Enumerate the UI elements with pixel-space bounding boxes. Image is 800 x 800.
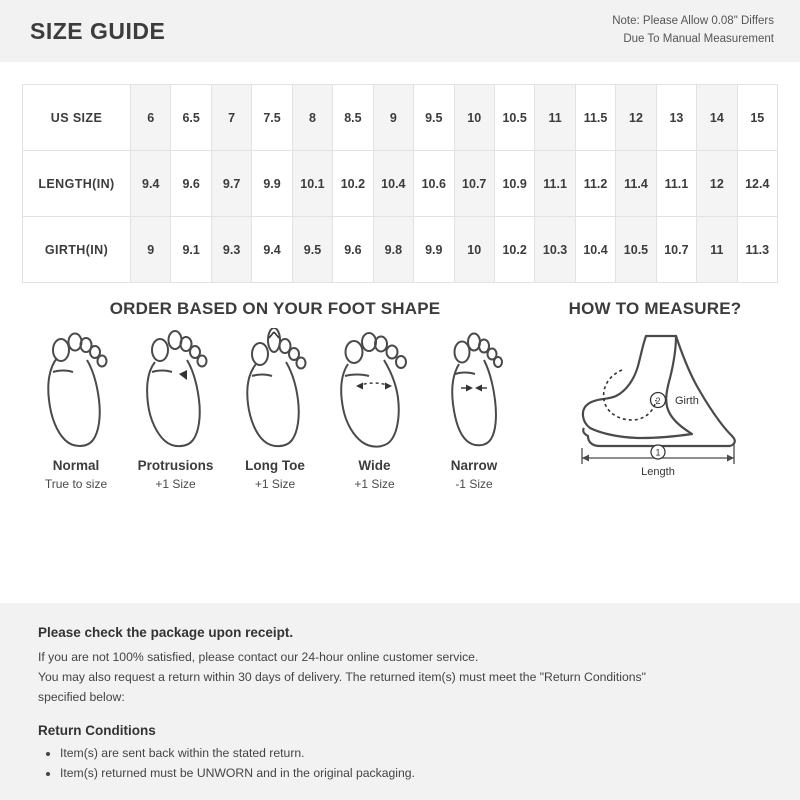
table-cell: 11.4 — [616, 151, 656, 217]
foot-shape-name: Protrusions — [137, 458, 214, 473]
table-row — [23, 85, 778, 151]
table-cell: 12 — [616, 85, 656, 151]
table-cell: 11 — [697, 217, 737, 283]
foot-shape-name: Normal — [52, 458, 100, 473]
table-cell: 10 — [454, 85, 494, 151]
table-cell: 10.5 — [494, 85, 534, 151]
return-policy-footer — [0, 603, 800, 800]
foot-shape-advice: +1 Size — [354, 477, 395, 491]
list-item: • Item(s) returned must be UNWORN and in the original packaging. — [60, 764, 766, 784]
measurement-note-line1: Note: Please Allow 0.08" Differs — [612, 15, 774, 28]
table-cell: 9.1 — [171, 217, 211, 283]
table-cell: 8 — [292, 85, 332, 151]
foot-normal-icon — [28, 325, 124, 450]
size-table-container — [0, 62, 800, 283]
table-cell: 9 — [131, 217, 171, 283]
foot-shape-advice: +1 Size — [155, 477, 196, 491]
foot-shape-name: Wide — [358, 458, 391, 473]
table-cell: 10.7 — [656, 217, 696, 283]
table-cell: 9.6 — [171, 151, 211, 217]
foot-wide-icon — [327, 325, 423, 450]
girth-marker: 2 — [655, 396, 661, 406]
table-cell: 12.4 — [737, 151, 777, 217]
table-cell: 9.4 — [252, 217, 292, 283]
table-cell: 10.5 — [616, 217, 656, 283]
table-cell: 11 — [535, 85, 575, 151]
table-cell: 9.6 — [333, 217, 373, 283]
table-cell: 9.4 — [131, 151, 171, 217]
policy-heading: Please check the package upon receipt. — [38, 625, 294, 640]
table-cell: 9 — [373, 85, 413, 151]
table-cell: 15 — [737, 85, 777, 151]
table-cell: 10.2 — [494, 217, 534, 283]
page-title: SIZE GUIDE — [30, 17, 166, 44]
table-cell: 10.7 — [454, 151, 494, 217]
table-cell: 10.4 — [373, 151, 413, 217]
foot-shape-advice: +1 Size — [254, 477, 296, 491]
table-cell: 10.4 — [575, 217, 615, 283]
table-row — [23, 151, 778, 217]
foot-shape-item — [227, 325, 323, 491]
table-cell: 10 — [454, 217, 494, 283]
size-table — [22, 84, 778, 283]
middle-section — [0, 283, 800, 491]
table-cell: 10.6 — [414, 151, 454, 217]
table-cell: 13 — [656, 85, 696, 151]
table-cell: 7 — [211, 85, 251, 151]
return-conditions-list — [38, 744, 766, 784]
foot-shape-item — [426, 325, 522, 491]
policy-line-3: specified below: — [38, 689, 125, 704]
foot-shape-section — [20, 299, 530, 491]
policy-line-2: You may also request a return within 30 days of delivery. The returned item(s) must meet the "Return Conditions" — [38, 669, 646, 684]
return-conditions-heading: Return Conditions — [38, 723, 156, 739]
header — [0, 0, 800, 62]
how-to-measure-title: HOW TO MEASURE? — [568, 299, 742, 318]
row-header: GIRTH(IN) — [23, 217, 131, 283]
policy-line-1: If you are not 100% satisfied, please contact our 24-hour online customer service. — [38, 650, 479, 664]
foot-measure-icon — [530, 330, 780, 480]
table-cell: 9.9 — [414, 217, 454, 283]
table-cell: 12 — [697, 151, 737, 217]
table-cell: 9.8 — [373, 217, 413, 283]
girth-label: Girth — [675, 395, 699, 407]
table-cell: 11.2 — [575, 151, 615, 217]
length-marker: 1 — [655, 447, 661, 458]
table-cell: 10.2 — [333, 151, 373, 217]
foot-shape-item — [128, 325, 224, 491]
measure-diagram — [530, 325, 780, 485]
row-header: LENGTH(IN) — [23, 151, 131, 217]
table-cell: 11.3 — [737, 217, 777, 283]
table-cell: 9.7 — [211, 151, 251, 217]
foot-protrusions-icon — [128, 325, 224, 450]
table-cell: 6 — [131, 85, 171, 151]
foot-narrow-icon — [426, 325, 522, 450]
row-header: US SIZE — [23, 85, 131, 151]
how-to-measure-section — [530, 299, 780, 491]
measurement-note — [612, 13, 774, 49]
length-label: Length — [641, 466, 675, 478]
table-cell: 8.5 — [333, 85, 373, 151]
table-cell: 6.5 — [171, 85, 211, 151]
table-cell: 9.3 — [211, 217, 251, 283]
table-cell: 10.1 — [292, 151, 332, 217]
table-cell: 9.5 — [292, 217, 332, 283]
foot-shape-item — [327, 325, 423, 491]
foot-shape-item — [28, 325, 124, 491]
list-item: • Item(s) are sent back within the stated return. — [60, 744, 766, 764]
table-cell: 10.3 — [535, 217, 575, 283]
foot-long-toe-icon — [227, 325, 323, 450]
foot-shape-advice: -1 Size — [455, 477, 493, 491]
table-cell: 11.1 — [535, 151, 575, 217]
table-cell: 9.9 — [252, 151, 292, 217]
table-cell: 7.5 — [252, 85, 292, 151]
table-cell: 11.1 — [656, 151, 696, 217]
table-cell: 11.5 — [575, 85, 615, 151]
table-cell: 14 — [697, 85, 737, 151]
table-row — [23, 217, 778, 283]
foot-shape-name: Narrow — [450, 458, 498, 473]
measurement-note-line2: Due To Manual Measurement — [623, 33, 774, 45]
foot-shape-title: ORDER BASED ON YOUR FOOT SHAPE — [109, 299, 441, 318]
table-cell: 9.5 — [414, 85, 454, 151]
foot-shape-name: Long Toe — [245, 458, 305, 473]
table-cell: 10.9 — [494, 151, 534, 217]
foot-shape-advice: True to size — [44, 477, 108, 491]
foot-shape-list — [20, 325, 530, 491]
